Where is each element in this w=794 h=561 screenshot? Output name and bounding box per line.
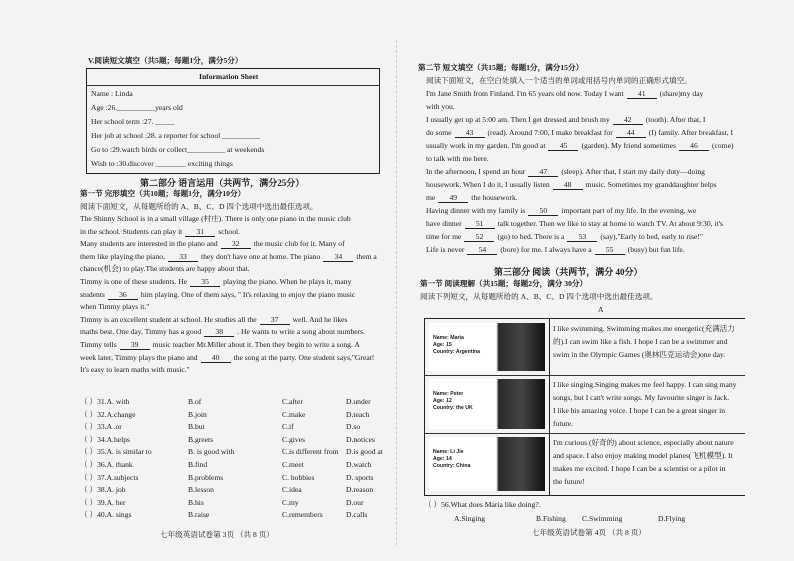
passage-text: when Timmy plays it." [80,302,150,312]
passage-text: (sleep). After that, I start my daily duty—doing [561,167,705,176]
option-choice[interactable]: C.after [282,397,303,406]
passage-line [426,206,696,216]
blank-number: 49 [438,193,468,203]
profile-country: Country: Argentina [433,349,481,355]
passage-line [426,128,733,138]
option-choice[interactable]: B.lesson [188,485,214,495]
blank-number: 48 [553,180,583,190]
passage-text: them like playing the piano, [80,251,165,261]
passage-text: usually work in my garden. I'm good at [426,141,546,150]
passage-text: Many students are interested in the piano and [80,239,218,249]
option-choice[interactable]: D.our [346,497,364,507]
profile-age: Age: 15 [433,342,452,348]
reading-instructions: 阅读下列短文，从每题所给的 A、B、C、D 四个选项中选出最佳选项。 [420,292,658,301]
passage-text: them a [356,251,377,261]
blank-number: 32 [221,239,251,249]
blank-number: 43 [455,128,485,138]
blank-number: 55 [595,245,625,255]
option-question: （ ）35.A. is similar to [80,447,152,457]
passage-text: the song at the party. One student says,"Great! [233,352,375,362]
passage-text: Life is never [426,245,465,254]
info-sheet-row: Her job at school :28. a reporter for school __________ [91,131,261,140]
option-choice[interactable]: B.of [188,397,202,406]
question-56: （ ）56.What does Maria like doing?. [424,500,541,509]
option-choice[interactable]: D.watch [346,460,372,469]
info-sheet-row: Go to :29.watch birds or collect__________ at weekends [91,145,265,154]
passage-text: they don't have one at home. The piano [201,251,321,261]
passage-text: the music club for it. Many of [253,239,345,249]
passage-line [426,245,685,255]
cloze-section-title: 第一节 完形填空（共10题；每题1分，满分10分） [80,189,246,198]
option-choice[interactable]: B.find [188,460,208,469]
profiles-row-divider [425,433,745,434]
passage-line [80,353,374,363]
profile-text-line: and space. I also enjoy making model planes(飞机模型). It [553,451,733,460]
option-choice[interactable]: B.join [188,409,207,419]
passage-text: The Shinny School is in a small village (村庄). There is only one piano in the music club [80,214,351,223]
option-question: （ ）31.A. with [80,397,130,406]
option-choice[interactable]: C. hobbies [282,472,315,482]
option-choice[interactable]: B.his [188,497,204,507]
profile-country: Country: China [433,463,471,469]
profiles-table [424,318,745,496]
profile-name: Name: Peter [433,391,464,397]
passage-text: It's easy to learn maths with music." [80,365,190,375]
passage-line [80,290,355,300]
passage-text: I usually get up at 5:00 am. Then I get dressed and brush my [426,115,610,124]
passage-text: maths best. One day, Timmy has a good [80,327,202,337]
passage-line [426,219,723,229]
option-question: （ ）36.A. thank [80,460,133,469]
passage-line [426,180,717,190]
passage-text: (bore) for me. I always have a [500,245,592,254]
q56-option[interactable]: A.Singing [454,514,486,523]
passage-text: (go) to bed. There is a [497,232,565,241]
passage-text: to talk with me here. [426,154,489,163]
profile-text-line: I like swimming. Swimming makes me energetic(充满活力 [553,324,735,333]
option-choice[interactable]: C.if [282,422,294,432]
blank-number: 40 [201,353,231,363]
blank-number: 45 [548,141,578,151]
option-choice[interactable]: D.under [346,397,371,406]
passage-text: well. And he likes [292,314,348,324]
passage-text: Timmy is an excellent student at school. He studies all the [80,314,257,324]
passage-text: Timmy tells [80,340,117,349]
blank-number: 37 [260,315,290,325]
option-choice[interactable]: C.idea [282,485,302,495]
option-choice[interactable]: B.but [188,422,205,432]
passage-text: (read). Around 7:00, I make breakfast for [487,128,613,137]
blank-number: 50 [528,206,558,216]
passage-line [426,89,703,99]
passage-text: (busy) but fun life. [627,245,685,254]
blank-number: 33 [168,252,198,262]
option-choice[interactable]: B. is good with [188,447,235,457]
passage-text: Timmy is one of these students. He [80,277,188,286]
passage-line [80,327,365,337]
passage-text: music teacher Mr.Miller about it. Then they begin to write a song. A [152,340,360,349]
blank-number: 38 [204,327,234,337]
passage-line [80,214,351,224]
passage-line [80,252,377,262]
blank-number: 36 [108,290,138,300]
passage-line [426,167,705,177]
profile-text-line: I like singing.Singing makes me feel happy. I can sing many [553,380,737,389]
passage-text: (tooth). After that, I [645,115,706,124]
information-sheet-title: Information Sheet [199,72,259,81]
option-question: （ ）32.A.change [80,409,136,419]
passage-text: the housework. [471,193,518,202]
option-question: （ ）37.A.subjects [80,472,139,482]
passage-line [80,277,351,287]
option-choice[interactable]: D.so [346,422,361,432]
passage-text: week later, Timmy plays the piano and [80,352,198,362]
option-question: （ ）34.A.helps [80,434,130,444]
option-question: （ ）40.A. sings [80,510,132,520]
option-choice[interactable]: D.notices [346,434,375,444]
profile-text-line: I'm curious (好奇的) about science, especially about nature [553,438,734,447]
passage-text: school. [218,226,241,236]
info-sheet-row: Age :26.__________years old [91,103,183,112]
option-choice[interactable]: D.calls [346,510,368,520]
blank-number: 44 [616,128,646,138]
passage-text: important part of my life. In the evening, we [561,206,697,215]
passage-line [426,193,518,203]
blank-number: 54 [467,245,497,255]
option-choice[interactable]: C.gives [282,434,305,444]
passage-line [426,102,455,112]
profile-country: Country: the UK [433,405,473,411]
option-choice[interactable]: B.problems [188,472,224,482]
passage-line [426,154,489,164]
option-choice[interactable]: C.is different from [282,447,339,457]
passage-text: housework. When I do it, I usually listen [426,180,550,189]
left-page-footer: 七年级英语试卷第 3页 （共 8 页） [160,530,274,539]
info-sheet-divider [87,85,379,86]
blank-number: 53 [567,232,597,242]
passage-text: (share)my day [659,89,704,98]
passage-label: A [598,305,604,314]
passage-text: me [426,193,436,202]
info-sheet-row: Her school term :27. _____ [91,117,175,126]
option-choice[interactable]: C.meet [282,460,304,469]
passage-text: . He wants to write a song about numbers. [237,327,366,337]
passage-line [80,340,360,350]
passage-text: (come) [711,141,734,150]
option-question: （ ）33.A .or [80,422,122,432]
passage-text: music. Sometimes my granddaughter helps [585,180,717,189]
part2-title: 第二部分 语言运用（共两节，满分25分） [140,178,305,188]
profile-age: Age: 12 [433,398,452,404]
q56-option[interactable]: D.Flying [658,514,686,523]
passage-text: in the school. Students can play it [80,226,183,236]
info-sheet-row: Name : Linda [91,89,133,98]
part3-title: 第三部分 阅读（共两节，满分 40分） [494,267,643,277]
blank-number: 31 [185,227,215,237]
profile-text-line: future. [553,419,574,428]
profile-name: Name: Li Jie [433,449,464,455]
passage-text: students [80,289,105,299]
blank-number: 39 [120,340,150,350]
profile-text-line: swim in the Olympic Games (奥林匹克运动会)one day. [553,350,726,359]
passage-text: with you. [426,102,455,111]
option-choice[interactable]: D.teach [346,409,370,419]
reading-section-title: 第一节 阅读理解（共15题；每题2分，满分 30分） [420,279,588,288]
option-choice[interactable]: D.reason [346,485,374,495]
section5-title: V.阅读短文填空（共5题；每题1分，满分5分） [88,56,243,65]
blank-number: 41 [627,89,657,99]
passage-text: I'm Jane Smith from Finland. I'm 65 years old now. Today I want [426,89,624,98]
passage-line [426,141,733,151]
passage-text: Having dinner with my family is [426,206,526,215]
q56-option[interactable]: B.Fishing [536,514,566,523]
option-question: （ ）38.A. job [80,485,126,495]
passage-text: (say),"Early to bed, early to rise!" [600,232,703,241]
passage-line [80,264,250,274]
passage-text: time for me [426,232,462,241]
profile-name: Name: Maria [433,335,464,341]
profile-text-line: makes me excited. I hope I can be a scientist or a pilot in [553,464,726,473]
option-choice[interactable]: C.my [282,497,299,507]
passage-text: In the afternoon, I spend an hour [426,167,526,176]
blank-number: 46 [679,141,709,151]
profile-text-line: 的).I can swim like a fish. I hope I can be a swimmer and [553,337,728,346]
profile-text-line: the future! [553,477,585,486]
profiles-table-column-divider [549,319,550,495]
passage-line [80,315,348,325]
blank-number: 35 [190,277,220,287]
page-divider [396,40,397,545]
passage-line [426,232,703,242]
option-choice[interactable]: D. sports [346,472,374,482]
passage-text: have dinner [426,219,462,228]
information-sheet [86,68,380,174]
passage-line [80,239,345,249]
passage-text: playing the piano. When he plays it, many [223,277,352,286]
blank-number: 52 [464,232,494,242]
passage-line [80,302,149,312]
option-question: （ ）39.A. her [80,497,126,507]
fill-in-instructions: 阅读下面短文，在空白处填入一个适当的单词或用括号内单词的正确形式填空。 [426,76,692,85]
q56-option[interactable]: C.Swimming [582,514,623,523]
passage-text: do some [426,128,452,137]
passage-text: talk together. Then we like to stay at home to watch TV. At about 9:30, it's [497,219,723,228]
blank-number: 51 [465,219,495,229]
profile-text-line: I like his amazing voice. I hope I can be a great singer in [553,406,726,415]
profile-text-line: songs, but I can't write songs. My favourite singer is Jack. [553,393,730,402]
blank-number: 47 [528,167,558,177]
passage-line [426,115,705,125]
passage-text: (garden). My friend sometimes [581,141,676,150]
profile-age: Age: 14 [433,456,452,462]
right-page-footer: 七年级英语试卷第 4页 （共 8 页） [532,528,646,537]
passage-text: (I) family. After breakfast, I [648,128,734,137]
profiles-row-divider [425,375,745,376]
option-choice[interactable]: C.remembers [282,510,323,520]
blank-number: 42 [613,115,643,125]
info-sheet-row: Wish to :30.discover ________ exciting things [91,159,233,168]
option-choice[interactable]: C.make [282,409,306,419]
passage-text: him playing. One of them says, " It's relaxing to enjoy the piano music [140,289,356,299]
cloze-instructions: 阅读下面短文，从每题所给的 A、B、C、D 四个选项中选出最佳选项。 [80,202,318,211]
option-choice[interactable]: B.raise [188,510,210,520]
passage-line [80,227,240,237]
option-choice[interactable]: B.greets [188,434,214,444]
passage-text: chance(机会) to play.The students are happy about that. [80,264,250,274]
blank-number: 34 [323,252,353,262]
option-choice[interactable]: D.is good at [346,447,383,457]
passage-line [80,365,190,375]
fill-in-section-title: 第二节 短文填空（共15题；每题1分，满分15分） [418,63,584,72]
